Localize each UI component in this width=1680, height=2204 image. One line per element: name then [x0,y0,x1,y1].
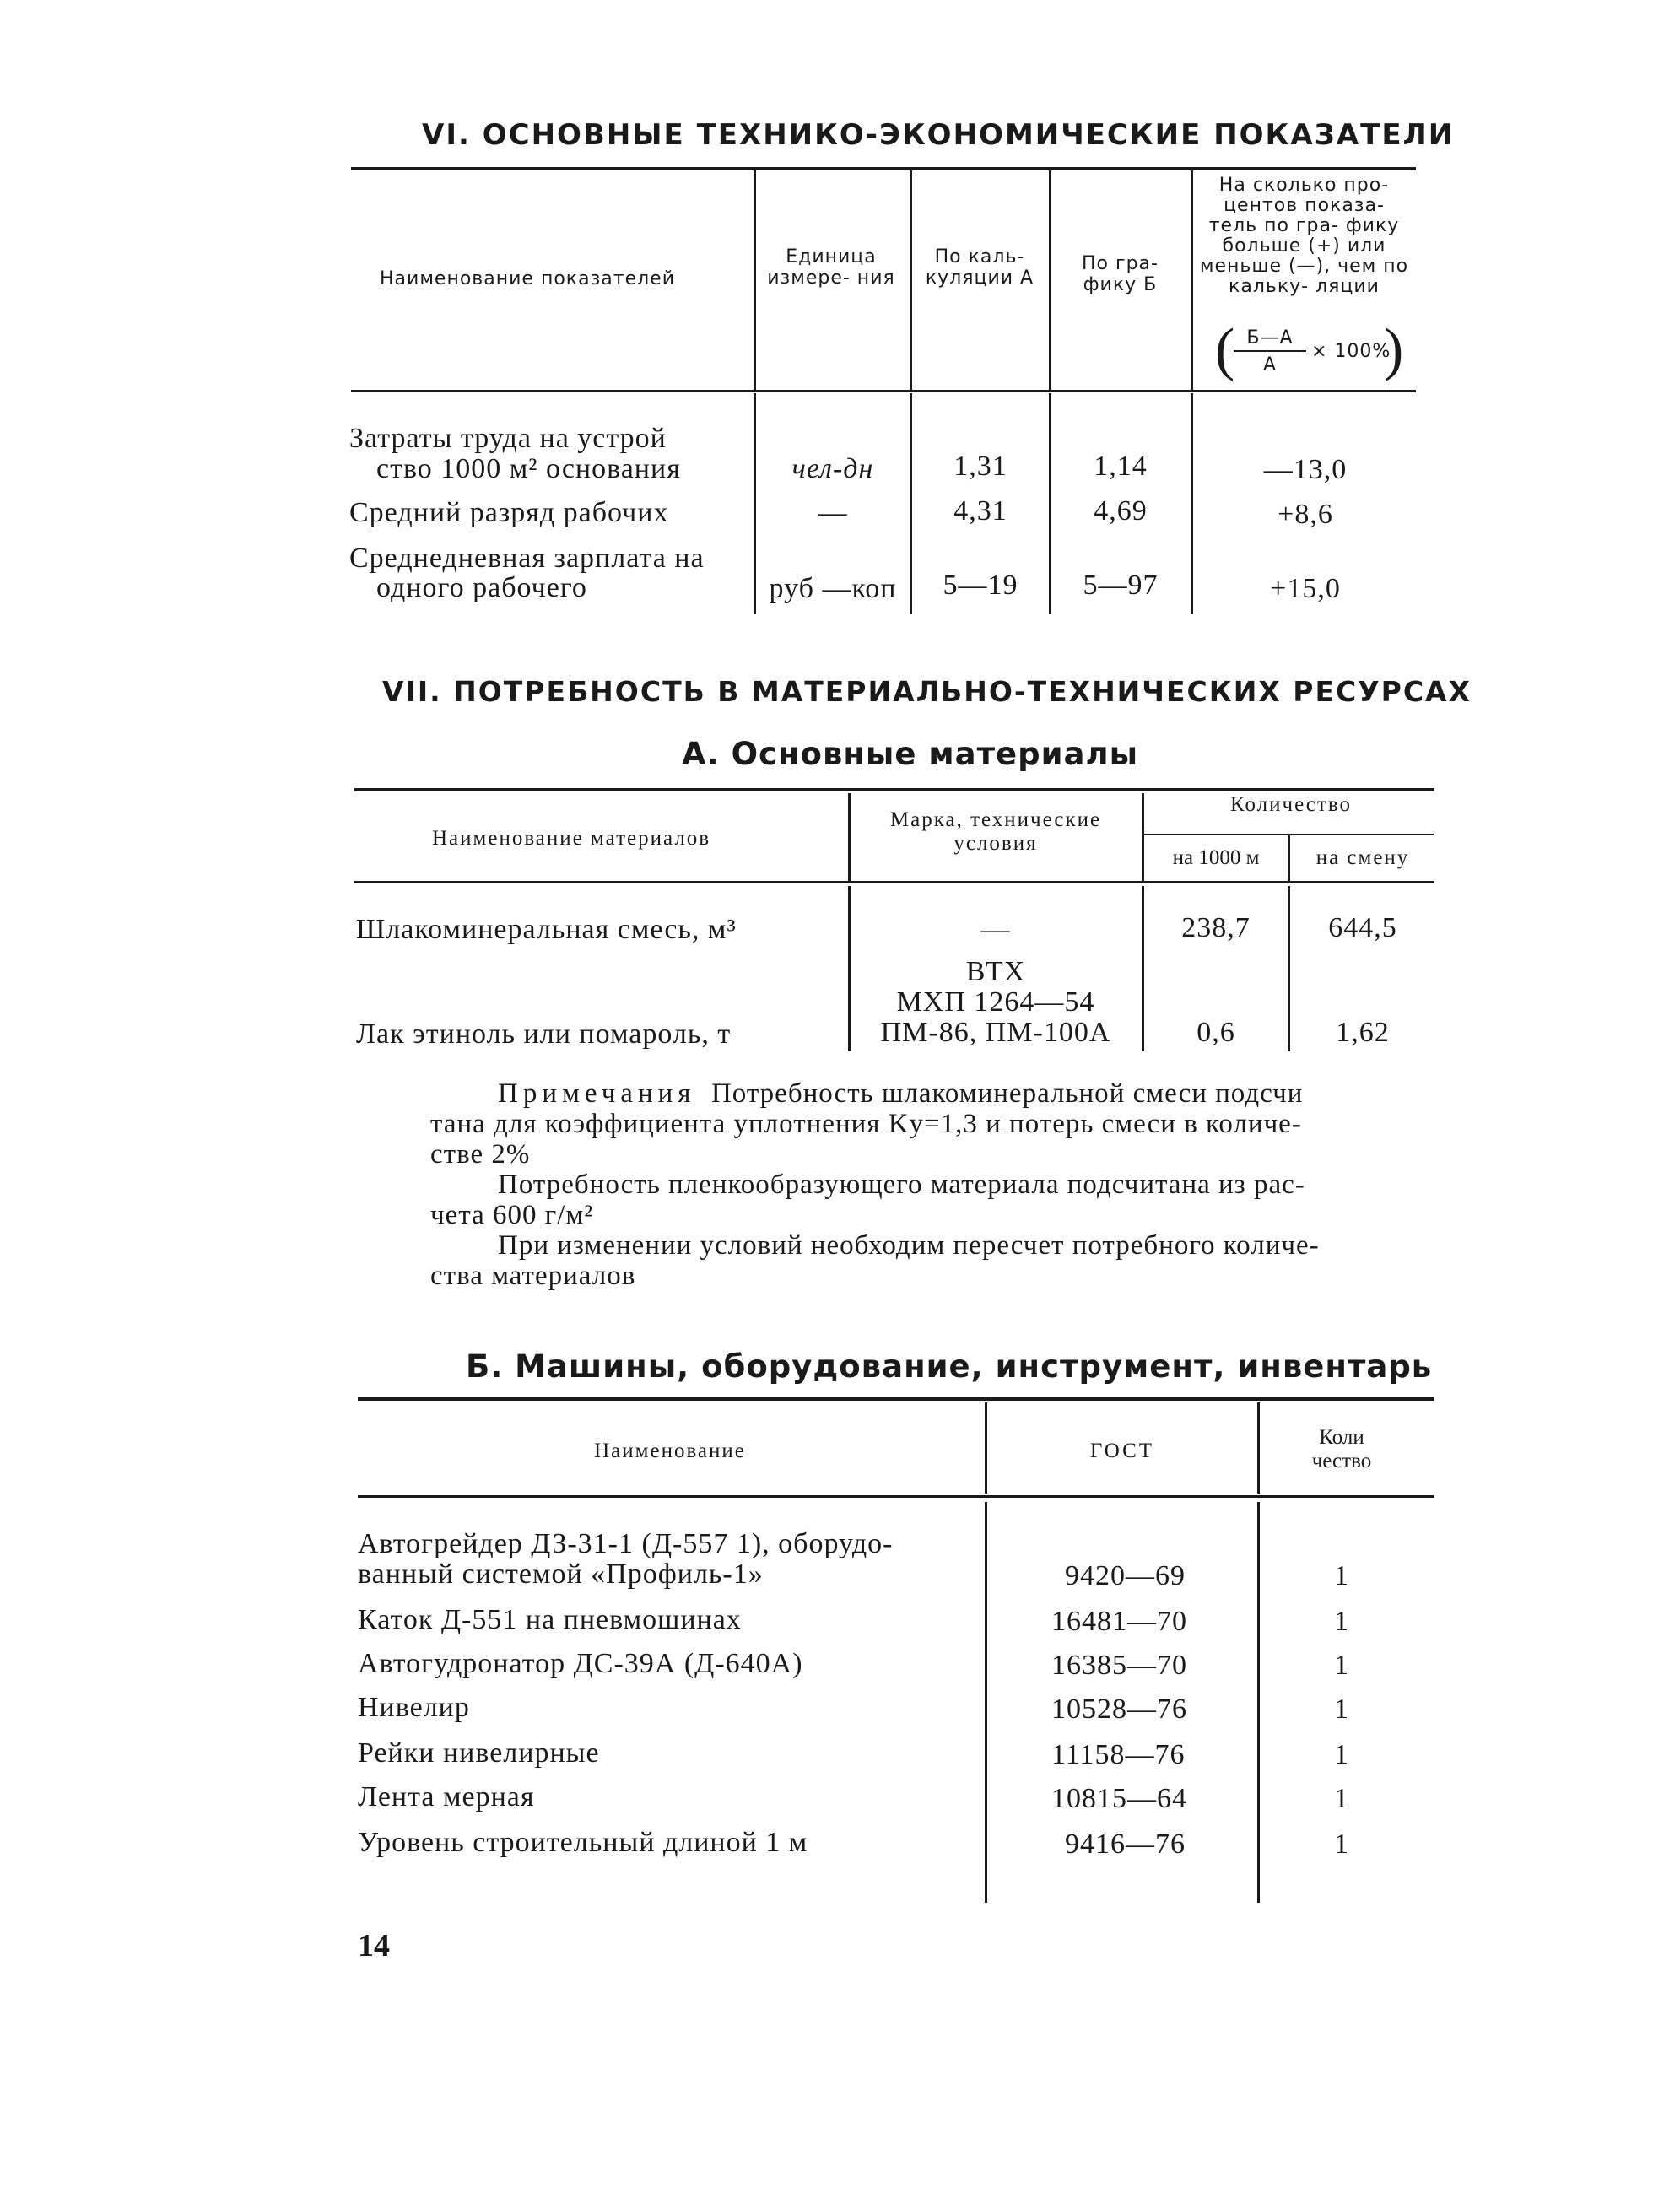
row-1-name-line-1: Затраты труда на устрой [349,423,667,454]
formula-right-paren: ) [1384,317,1404,382]
subsection-a-title: А. Основные материалы [682,736,1139,772]
note-2-line-1: Потребность пленкообразующего материала подсчитана из рас- [498,1170,1305,1200]
header-by-graph: По гра- фику Б [1082,253,1159,295]
row-3-name-line-2: одного рабочего [376,572,587,603]
table-header-rule [351,390,1416,392]
row-1-percent: —13,0 [1263,454,1348,485]
material-row-2-name: Лак этиноль или помароль, т [356,1018,732,1050]
column-divider [1049,169,1051,390]
header-by-calculation: По каль- куляции А [925,246,1034,289]
row-2-calc: 4,31 [953,495,1007,527]
header-quantity-line-2: чество [1311,1450,1372,1472]
column-divider [848,886,851,1051]
column-divider [848,793,851,881]
column-divider [985,1502,987,1903]
section-6-title: VI. ОСНОВНЫЕ ТЕХНИКО-ЭКОНОМИЧЕСКИЕ ПОКАЗАТЕЛИ [422,118,1455,152]
column-divider [754,169,756,390]
equipment-row-2-qty: 1 [1334,1606,1349,1637]
header-indicator-name: Наименование показателей [380,268,675,289]
table-a-top-rule [354,788,1434,791]
row-3-unit: руб —коп [769,573,897,604]
percent-formula [1215,317,1404,386]
row-3-graph: 5—97 [1083,570,1159,601]
table-b-header-rule [358,1495,1434,1498]
material-row-1-pershift: 644,5 [1328,912,1397,943]
subsection-b-title: Б. Машины, оборудование, инструмент, инвентарь [466,1348,1433,1385]
column-divider [910,169,912,390]
column-divider [1257,1402,1260,1494]
column-divider [1142,886,1144,1051]
column-divider [1049,393,1051,614]
material-row-2-brand-line-2: МХП 1264—54 [896,986,1095,1018]
header-quantity-line-1: Коли [1319,1426,1364,1449]
material-row-1-name: Шлакоминеральная смесь, м³ [356,914,737,945]
column-divider [1288,835,1290,881]
row-2-percent: +8,6 [1278,499,1333,530]
column-divider [985,1402,987,1494]
note-1-line-2: тана для коэффициента уплотнения Kу=1,3 и потерь смеси в количе- [430,1109,1302,1139]
equipment-row-7-name: Уровень строительный длиной 1 м [358,1827,808,1858]
section-7-title: VII. ПОТРЕБНОСТЬ В МАТЕРИАЛЬНО-ТЕХНИЧЕСКИХ РЕСУРСАХ [382,675,1472,708]
header-per-1000: на 1000 м [1172,846,1260,869]
equipment-row-5-qty: 1 [1334,1739,1349,1770]
equipment-row-2-gost: 16481—70 [1051,1606,1187,1637]
row-1-name-line-2: ство 1000 м² основания [376,453,681,484]
note-1-line-1: Потребность шлакоминеральной смеси подсчи [710,1078,1304,1109]
column-divider [1257,1502,1260,1903]
equipment-row-5-gost: 11158—76 [1051,1739,1186,1770]
equipment-row-4-name: Нивелир [358,1692,470,1723]
material-row-2-brand-line-1: ВТХ [965,956,1026,987]
note-3-line-2: ства материалов [430,1261,636,1291]
material-row-2-brand-line-3: ПМ-86, ПМ-100А [880,1017,1111,1048]
table-a-header-rule [354,881,1434,883]
material-row-1-brand: — [980,914,1011,945]
page-number: 14 [358,1928,390,1964]
row-3-calc: 5—19 [943,570,1018,601]
column-divider [1191,169,1193,390]
material-row-1-per1000: 238,7 [1181,912,1251,943]
equipment-row-6-name: Лента мерная [358,1781,535,1812]
header-brand: Марка, технические условия [889,808,1102,855]
row-1-unit: чел-дн [791,453,874,484]
note-1-line-3: стве 2% [430,1139,531,1170]
equipment-row-3-gost: 16385—70 [1051,1650,1187,1681]
header-gost: ГОСТ [1089,1440,1155,1462]
formula-numerator: Б—А [1246,327,1294,348]
header-unit: Единица измере- ния [767,246,895,289]
row-1-calc: 1,31 [953,451,1007,482]
equipment-row-6-gost: 10815—64 [1051,1783,1187,1814]
equipment-row-2-name: Каток Д-551 на пневмошинах [358,1604,742,1635]
material-row-2-pershift: 1,62 [1336,1017,1390,1048]
equipment-row-5-name: Рейки нивелирные [358,1737,600,1769]
equipment-row-3-qty: 1 [1334,1650,1349,1681]
equipment-row-1-qty: 1 [1334,1560,1349,1591]
row-3-name-line-1: Среднедневная зарплата на [349,543,705,574]
fraction-bar [1234,350,1306,352]
notes-label: Примечания [498,1078,696,1109]
equipment-row-6-qty: 1 [1334,1783,1349,1814]
equipment-row-1-name-line-2: ванный системой «Профиль-1» [358,1558,764,1590]
column-divider [754,393,756,614]
note-3-line-1: При изменении условий необходим пересчет потребного количе- [498,1230,1320,1261]
header-percent-difference: На сколько про- центов показа- тель по гра- фику больше (+) или меньше (—), чем по кальку- ляции [1199,175,1409,297]
equipment-row-7-qty: 1 [1334,1829,1349,1860]
equipment-row-1-name-line-1: Автогрейдер ДЗ-31-1 (Д-557 1), оборудо- [358,1528,894,1559]
header-per-shift: на смену [1315,846,1410,869]
header-equipment-name: Наименование [594,1440,746,1462]
header-quantity: Количество [1230,793,1352,816]
formula-left-paren: ( [1215,317,1235,382]
equipment-row-1-gost: 9420—69 [1065,1560,1186,1591]
formula-multiplier: × 100% [1311,341,1391,362]
row-2-unit: — [818,497,848,528]
row-2-name: Средний разряд рабочих [349,497,669,528]
material-row-2-per1000: 0,6 [1197,1017,1235,1048]
note-2-line-2: чета 600 г/м² [430,1200,594,1230]
row-3-percent: +15,0 [1270,573,1341,604]
equipment-row-4-qty: 1 [1334,1694,1349,1725]
table-b-top-rule [358,1397,1434,1401]
equipment-row-4-gost: 10528—76 [1051,1694,1187,1725]
column-divider [910,393,912,614]
formula-denominator: А [1262,354,1278,375]
equipment-row-3-name: Автогудронатор ДС-39А (Д-640А) [358,1648,803,1679]
row-2-graph: 4,69 [1094,495,1148,527]
column-divider [1191,393,1193,614]
equipment-row-7-gost: 9416—76 [1065,1829,1186,1860]
column-divider [1288,886,1290,1051]
row-1-graph: 1,14 [1094,451,1148,482]
table-top-rule [351,167,1416,170]
column-divider [1142,793,1144,881]
header-material-name: Наименование материалов [432,827,711,850]
